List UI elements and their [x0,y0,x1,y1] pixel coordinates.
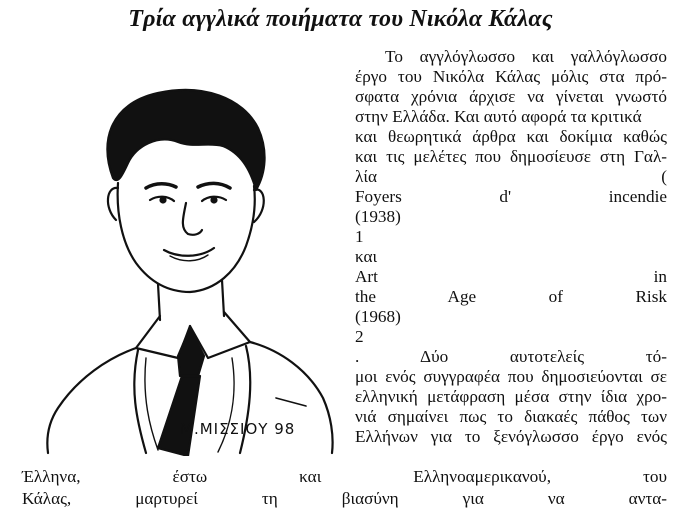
illustrator-signature: Μ.ΜΙΣΣΙΟΥ 98 [180,420,296,438]
text-line: Ελλήνων για το ξενόγλωσσο έργο ενός [355,427,667,446]
text-line: ελληνική μετάφραση μέσα στην ίδια χρο- [355,387,667,406]
text-line: the Age of Risk [355,287,667,306]
text-line: Art in [355,267,667,286]
text-line: (1938) [355,207,401,226]
text-line: Κάλας, μαρτυρεί τη βιασύνη για να αντα- [22,489,667,508]
text-line: 2 [355,327,364,346]
text-line: και τις μελέτες που δημοσίευσε στη Γαλ- [355,147,667,166]
text-line: . Δύο αυτοτελείς τό- [355,347,667,366]
text-line: μοι ενός συγγραφέα που δημοσιεύονται σε [355,367,667,386]
text-line: λία ( [355,167,667,186]
text-line: Το αγγλόγλωσσο και γαλλόγλωσσο [385,47,667,66]
text-line: (1968) [355,307,401,326]
page-title: Τρία αγγλικά ποιήματα του Νικόλα Κάλας [128,6,553,32]
text-line: Foyers d' incendie [355,187,667,206]
text-line: έργο του Νικόλα Κάλας μόλις στα πρό- [355,67,667,86]
text-line: 1 [355,227,364,246]
text-line: Έλληνα, έστω και Ελληνοαμερικανού, του [22,467,667,486]
portrait-caricature-illustration [18,58,338,456]
text-line: στην Ελλάδα. Και αυτό αφορά τα κριτικά [355,107,642,126]
text-line: σφατα χρόνια άρχισε να γίνεται γνωστό [355,87,667,106]
text-line: νιά σημαίνει πως το διακαές πάθος των [355,407,667,426]
text-line: και θεωρητικά άρθρα και δοκίμια καθώς [355,127,667,146]
text-line: και [355,247,378,266]
